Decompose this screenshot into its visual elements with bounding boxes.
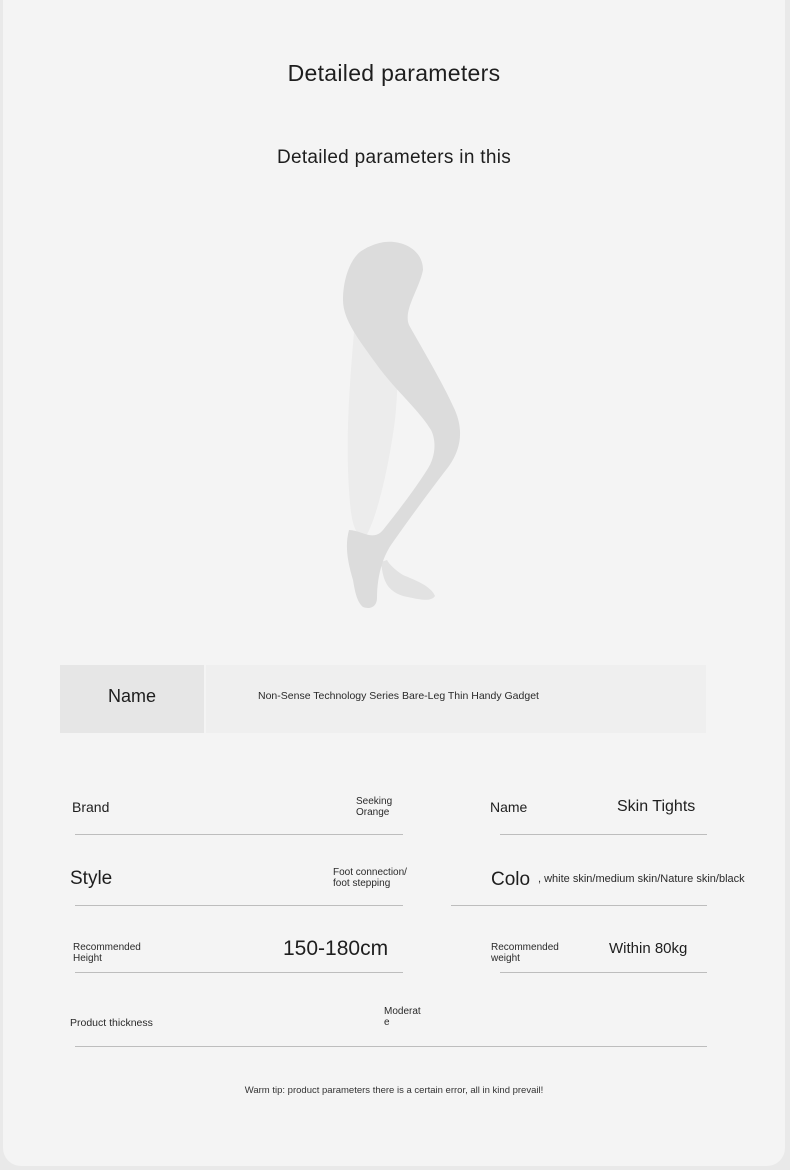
weight-divider [500, 972, 707, 973]
product-name-row [60, 665, 706, 733]
weight-value: Within 80kg [609, 940, 688, 957]
back-foot-shape [381, 560, 435, 600]
warm-tip: Warm tip: product parameters there is a certain error, all in kind prevail! [244, 1085, 544, 1096]
thickness-divider [75, 1046, 707, 1047]
legs-illustration [303, 230, 503, 620]
height-label-line1: Recommended [73, 942, 141, 953]
style-value-line1: Foot connection/ [333, 867, 407, 878]
page-title: Detailed parameters [287, 60, 501, 86]
brand-value-line2: Orange [356, 807, 390, 818]
brand-label: Brand [72, 799, 110, 815]
type-name-label: Name [490, 799, 528, 815]
thickness-value [384, 1006, 421, 1028]
height-value: 150-180cm [283, 937, 389, 960]
style-value [333, 867, 407, 889]
weight-label-line2: weight [491, 953, 520, 964]
product-parameters-card [3, 0, 785, 1166]
height-label-line2: Height [73, 953, 102, 964]
type-name-value: Skin Tights [617, 798, 696, 815]
color-value: , white skin/medium skin/Nature skin/black [538, 873, 745, 885]
style-value-line2: foot stepping [333, 878, 391, 889]
color-divider [451, 905, 707, 906]
style-divider [75, 905, 403, 906]
thickness-label: Product thickness [70, 1017, 153, 1029]
name-label: Name [107, 686, 156, 706]
type-name-divider [500, 834, 707, 835]
brand-value-line1: Seeking [356, 796, 393, 807]
brand-value [356, 796, 392, 818]
thickness-value-line1: Moderat [384, 1006, 421, 1017]
color-label: Colo [491, 869, 531, 890]
height-label [73, 942, 141, 964]
name-value: Non-Sense Technology Series Bare-Leg Thin Handy Gadget [258, 690, 539, 702]
height-divider [75, 972, 403, 973]
name-label-cell [60, 665, 204, 733]
weight-label [491, 942, 559, 964]
thickness-value-line2: e [384, 1017, 390, 1028]
name-value-cell [206, 665, 706, 733]
brand-divider [75, 834, 403, 835]
weight-label-line1: Recommended [491, 942, 559, 953]
style-label: Style [70, 868, 113, 889]
page-subtitle: Detailed parameters in this [276, 147, 512, 168]
